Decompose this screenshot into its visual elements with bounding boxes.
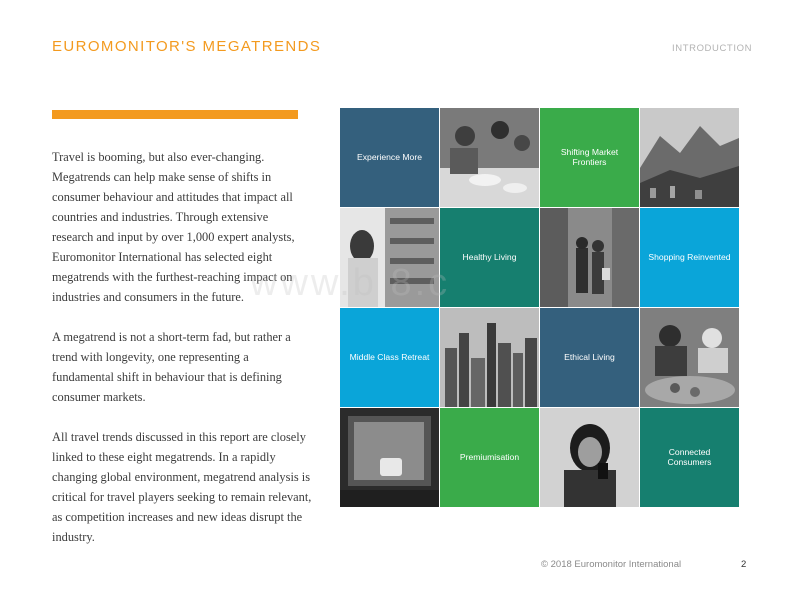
- shop-window-photo: [340, 408, 439, 507]
- woman-with-phone-photo: [540, 408, 639, 507]
- section-label: INTRODUCTION: [672, 43, 753, 54]
- tile-shopping-reinvented: [640, 208, 739, 307]
- paragraph-1: Travel is booming, but also ever-changing. Megatrends can help make sense of shifts in consumer behaviour and attitudes that impact all countries and industries. Through extensive research and input by over 1,000 expert analysts, Euromonitor International has selected eight megatrends with the furthest-reaching impact on industries and consumers in the future.: [52, 150, 295, 304]
- family-dinner-photo: [440, 108, 539, 207]
- supermarket-photo: [340, 208, 439, 307]
- market-stall-photo: [640, 308, 739, 407]
- tile-label: Ethical Living: [564, 351, 615, 362]
- paragraph-2: A megatrend is not a short-term fad, but rather a trend with longevity, one representing a fundamental shift in behaviour that is defining consumer markets.: [52, 330, 291, 404]
- page-number: 2: [741, 559, 747, 570]
- tile-label: Experience More: [357, 151, 422, 162]
- watermark: www.b 8.c: [250, 262, 451, 304]
- tile-label: Shifting Market Frontiers: [560, 147, 619, 167]
- tile-label: Premiumisation: [459, 451, 520, 462]
- tile-middle-class-retreat: [340, 308, 439, 407]
- tile-label: Shopping Reinvented: [648, 251, 731, 262]
- tile-label: Healthy Living: [462, 251, 517, 262]
- mountain-city-photo: [640, 108, 739, 207]
- tile-premiumisation: [440, 408, 539, 507]
- paragraph-3: All travel trends discussed in this report are closely linked to these eight megatrends. In a rapidly changing global environment, megatrend analysis is critical for travel players seeking to remain relevant, as competition increases and new ideas disrupt the industry.: [52, 430, 312, 544]
- street-shopping-photo: [540, 208, 639, 307]
- tile-healthy-living: [440, 208, 539, 307]
- city-skyline-photo: [440, 308, 539, 407]
- page-title: EUROMONITOR'S MEGATRENDS: [52, 38, 322, 55]
- tile-shifting-market-frontiers: [540, 108, 639, 207]
- tile-ethical-living: [540, 308, 639, 407]
- tile-label: Middle Class Retreat: [349, 351, 430, 362]
- accent-bar: [52, 110, 298, 119]
- body-text: [52, 147, 312, 547]
- copyright: © 2018 Euromonitor International: [541, 559, 682, 570]
- tile-label: Connected Consumers: [667, 447, 712, 467]
- tile-connected-consumers: [640, 408, 739, 507]
- tile-experience-more: [340, 108, 439, 207]
- megatrends-grid: [340, 108, 739, 506]
